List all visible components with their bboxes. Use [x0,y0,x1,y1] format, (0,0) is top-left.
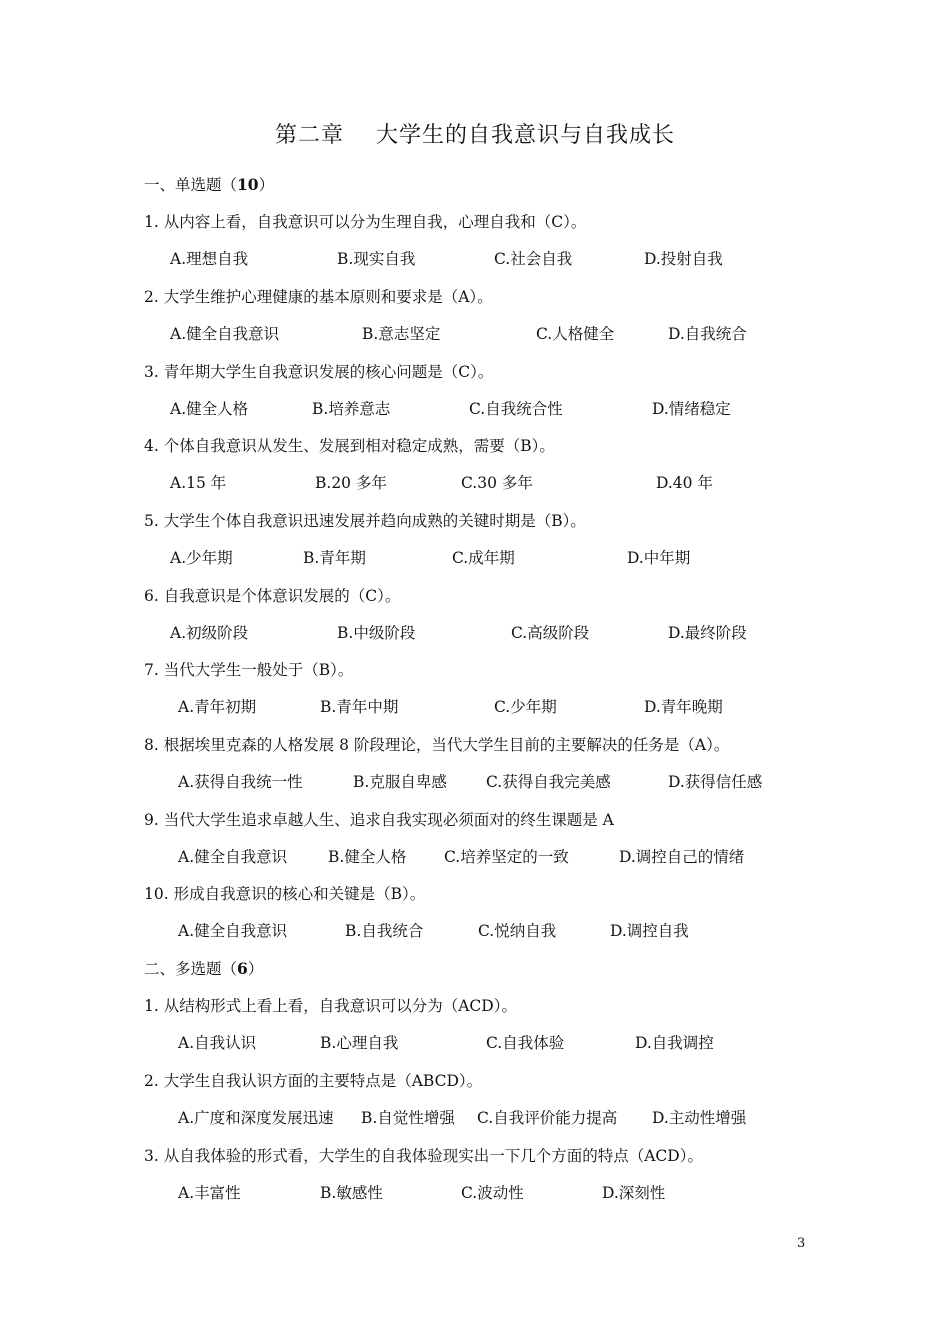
option: C.波动性 [461,1184,524,1202]
option: B.青年期 [303,549,366,567]
question-text: 8. 根据埃里克森的人格发展 8 阶段理论，当代大学生目前的主要解决的任务是（A）。 [144,736,730,754]
option: C.自我体验 [486,1034,565,1052]
option: A.少年期 [170,549,233,567]
option: A.青年初期 [178,698,257,716]
question-text: 2. 大学生自我认识方面的主要特点是（ABCD）。 [144,1072,483,1090]
heading-prefix: 二、多选题（ [144,960,238,978]
option: C.成年期 [452,549,515,567]
question-text: 9. 当代大学生追求卓越人生、追求自我实现必须面对的终生课题是 A [144,811,614,829]
section-heading-single-choice [144,175,274,195]
option: B.意志坚定 [362,325,441,343]
option: B.心理自我 [320,1034,399,1052]
option: B.克服自卑感 [353,773,447,791]
question-text: 4. 个体自我意识从发生、发展到相对稳定成熟，需要（B）。 [144,437,555,455]
option: D.青年晚期 [644,698,723,716]
option: B.自我统合 [345,922,424,940]
question-text: 3. 青年期大学生自我意识发展的核心问题是（C）。 [144,363,494,381]
option: D.投射自我 [644,250,723,268]
option: D.中年期 [627,549,691,567]
option: A.广度和深度发展迅速 [178,1109,334,1127]
question-text: 2. 大学生维护心理健康的基本原则和要求是（A）。 [144,288,493,306]
option: B.培养意志 [312,400,391,418]
option: A.15 年 [170,474,227,492]
question-text: 10. 形成自我意识的核心和关键是（B）。 [144,885,426,903]
option: A.初级阶段 [170,624,249,642]
heading-suffix: ） [258,176,275,194]
question-text: 5. 大学生个体自我意识迅速发展并趋向成熟的关键时期是（B）。 [144,512,586,530]
option: B.敏感性 [320,1184,383,1202]
option: D.自我调控 [635,1034,714,1052]
option: D.深刻性 [602,1184,666,1202]
option: A.获得自我统一性 [178,773,303,791]
option: C.社会自我 [494,250,573,268]
option: A.健全自我意识 [170,325,280,343]
option: C.30 多年 [461,474,533,492]
option: D.获得信任感 [668,773,763,791]
option: B.自觉性增强 [361,1109,455,1127]
option: B.青年中期 [320,698,399,716]
option: D.调控自我 [610,922,689,940]
heading-suffix: ） [247,960,264,978]
option: C.悦纳自我 [478,922,557,940]
option: B.健全人格 [328,848,407,866]
question-text: 7. 当代大学生一般处于（B）。 [144,661,354,679]
question-text: 1. 从结构形式上看上看，自我意识可以分为（ACD）。 [144,997,517,1015]
option: C.高级阶段 [511,624,590,642]
question-text: 6. 自我意识是个体意识发展的（C）。 [144,587,401,605]
option: A.丰富性 [178,1184,241,1202]
option: D.最终阶段 [668,624,747,642]
option: B.20 多年 [315,474,387,492]
option: A.健全人格 [170,400,249,418]
heading-count: 10 [237,175,259,194]
option: B.现实自我 [337,250,416,268]
option: C.人格健全 [536,325,615,343]
page-number: 3 [797,1236,806,1251]
option: A.理想自我 [170,250,249,268]
heading-count: 6 [237,959,248,978]
heading-prefix: 一、单选题（ [144,176,238,194]
option: C.自我统合性 [469,400,563,418]
option: C.培养坚定的一致 [444,848,569,866]
option: C.自我评价能力提高 [477,1109,618,1127]
question-text: 3. 从自我体验的形式看，大学生的自我体验现实出一下几个方面的特点（ACD）。 [144,1147,703,1165]
chapter-title: 第二章 大学生的自我意识与自我成长 [275,123,675,148]
option: C.获得自我完美感 [486,773,611,791]
option: D.情绪稳定 [652,400,731,418]
option: D.40 年 [656,474,713,492]
question-text: 1. 从内容上看，自我意识可以分为生理自我，心理自我和（C）。 [144,213,587,231]
section-heading-multiple-choice [144,959,263,979]
option: A.健全自我意识 [178,848,288,866]
option: A.自我认识 [178,1034,257,1052]
option: D.自我统合 [668,325,747,343]
option: C.少年期 [494,698,557,716]
option: D.调控自己的情绪 [619,848,745,866]
option: B.中级阶段 [337,624,416,642]
option: D.主动性增强 [652,1109,747,1127]
option: A.健全自我意识 [178,922,288,940]
